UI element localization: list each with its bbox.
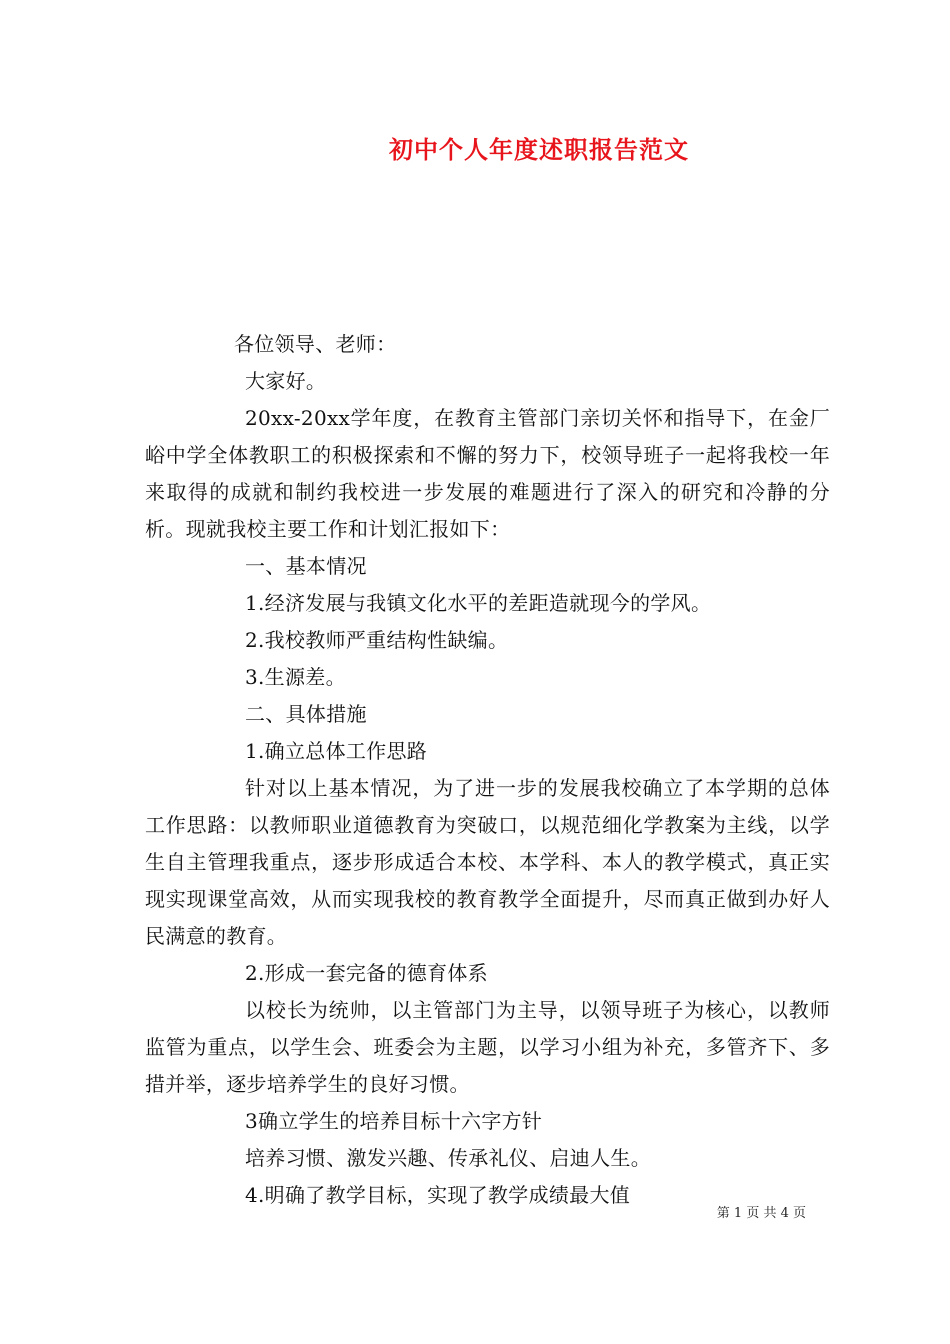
body-paragraph: 以校长为统帅，以主管部门为主导，以领导班子为核心，以教师监管为重点，以学生会、班委会为主题，以学习小组为补充，多管齐下、多措并举，逐步培养学生的良好习惯。 <box>145 998 830 1096</box>
salutation: 各位领导、老师： <box>234 332 397 356</box>
subheading: 2.形成一套完备的德育体系 <box>245 961 488 985</box>
document-title: 初中个人年度述职报告范文 <box>389 135 689 164</box>
section-heading-basic: 一、基本情况 <box>245 554 367 578</box>
list-item: 3.生源差。 <box>245 665 346 689</box>
intro-paragraph: 20xx-20xx学年度，在教育主管部门亲切关怀和指导下，在金厂峪中学全体教职工的积极探索和不懈的努力下，校领导班子一起将我校一年来取得的成就和制约我校进一步发展的难题进行了深入的研究和冷静的分析。现就我校主要工作和计划汇报如下： <box>145 406 830 541</box>
subheading: 3确立学生的培养目标十六字方针 <box>245 1109 543 1133</box>
list-item: 2.我校教师严重结构性缺编。 <box>245 628 509 652</box>
body-paragraph: 培养习惯、激发兴趣、传承礼仪、启迪人生。 <box>245 1146 651 1170</box>
section-heading-measures: 二、具体措施 <box>245 702 367 726</box>
document-body <box>145 326 830 1214</box>
subheading: 4.明确了教学目标，实现了教学成绩最大值 <box>245 1183 631 1207</box>
subheading: 1.确立总体工作思路 <box>245 739 428 763</box>
page-footer: 第 1 页 共 4 页 <box>716 1206 806 1221</box>
body-paragraph: 针对以上基本情况，为了进一步的发展我校确立了本学期的总体工作思路：以教师职业道德教育为突破口，以规范细化学教案为主线，以学生自主管理我重点，逐步形成适合本校、本学科、本人的教学模式，真正实现实现课堂高效，从而实现我校的教育教学全面提升，尽而真正做到办好人民满意的教育。 <box>145 776 830 948</box>
greeting: 大家好。 <box>245 369 327 393</box>
list-item: 1.经济发展与我镇文化水平的差距造就现今的学风。 <box>245 591 712 615</box>
